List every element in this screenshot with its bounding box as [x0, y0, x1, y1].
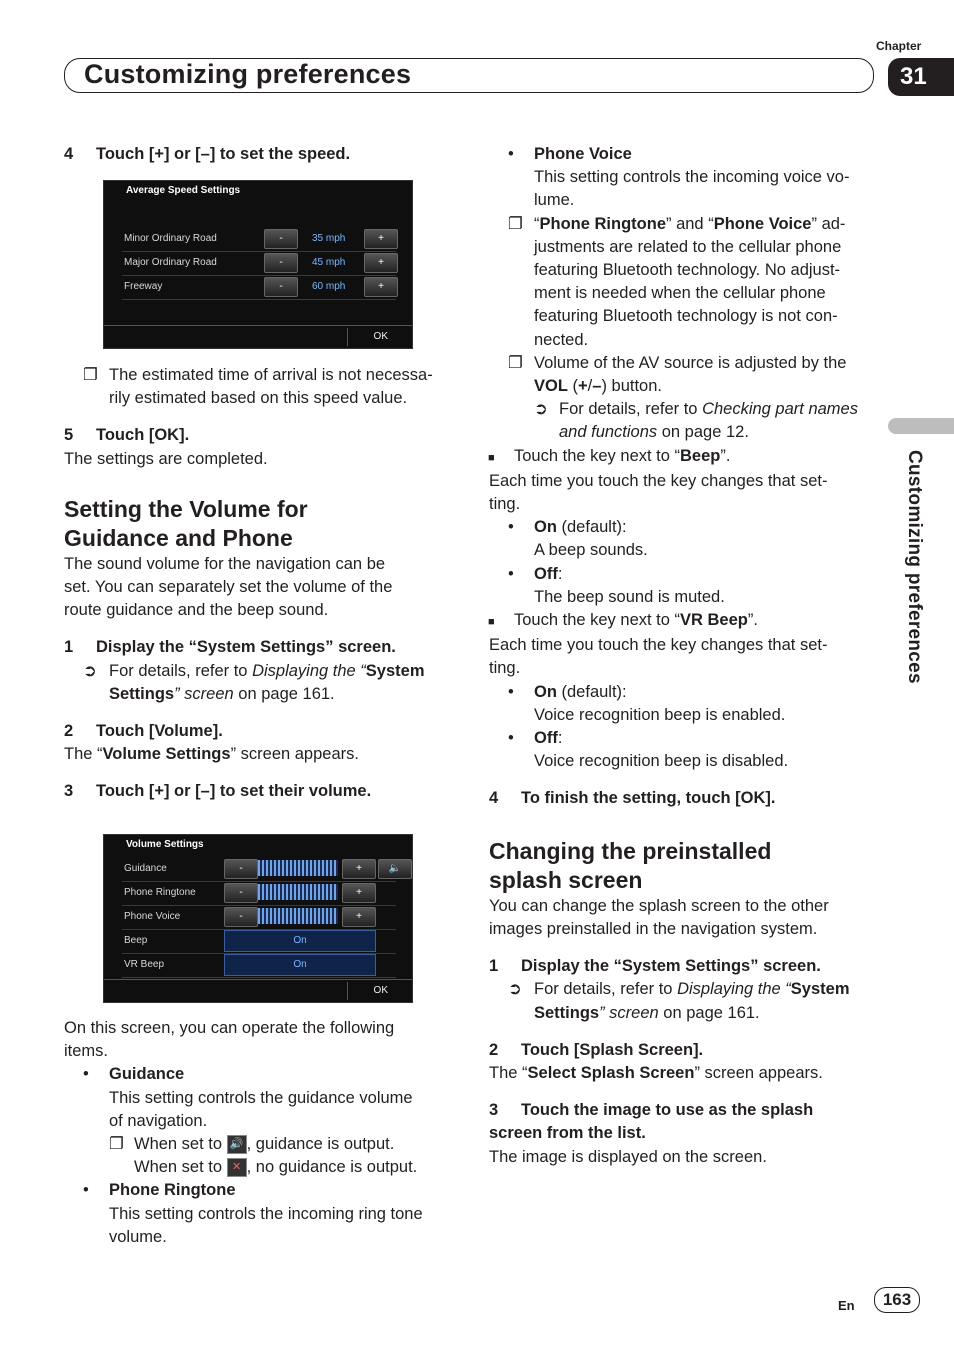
plus-button: + [364, 229, 398, 249]
volume-bar [258, 908, 338, 924]
paragraph: featuring Bluetooth technology. No adjust- [534, 261, 841, 280]
speaker-muted-icon: ✕ [227, 1158, 247, 1177]
plus-button: + [342, 883, 376, 903]
row-label: Guidance [124, 863, 167, 874]
item-guidance: • Guidance [64, 1063, 459, 1086]
option-off: • Off: [489, 727, 881, 750]
chapter-number: 31 [888, 58, 954, 96]
paragraph: The sound volume for the navigation can be [64, 554, 386, 573]
note-av-volume-cont: VOL (+/–) button. [534, 377, 662, 396]
step-5-desc: The settings are completed. [64, 449, 268, 468]
paragraph: of navigation. [109, 1111, 208, 1130]
speaker-icon: 🔈 [378, 859, 412, 879]
left-column-lower [64, 1017, 459, 1249]
row-label: Beep [124, 935, 148, 946]
minus-button: - [264, 229, 298, 249]
square-bullet-icon: ■ [488, 451, 495, 464]
paragraph: This setting controls the guidance volume [109, 1088, 413, 1107]
side-tab-label: Customizing preferences [904, 450, 925, 684]
reference: ➲ For details, refer to Displaying the “System [489, 978, 881, 1001]
paragraph: A beep sounds. [534, 541, 648, 560]
paragraph: On this screen, you can operate the following [64, 1019, 395, 1037]
language-label: En [838, 1298, 855, 1313]
minus-button: - [264, 253, 298, 273]
left-column [64, 143, 454, 166]
note-bluetooth: ❐ “Phone Ringtone” and “Phone Voice” ad- [489, 213, 881, 236]
row-label: Phone Voice [124, 911, 181, 922]
step-2-desc: The “Select Splash Screen” screen appears. [489, 1063, 823, 1082]
plus-button: + [342, 859, 376, 879]
step-5: 5 Touch [OK]. [64, 426, 190, 445]
paragraph: Voice recognition beep is disabled. [534, 752, 789, 771]
step-3-desc: The image is displayed on the screen. [489, 1147, 767, 1166]
checkbox-note-icon: ❐ [109, 1135, 124, 1154]
paragraph: ting. [489, 495, 521, 514]
bullet-icon: • [508, 682, 514, 701]
row-label: Major Ordinary Road [124, 257, 217, 268]
note-av-volume: ❐ Volume of the AV source is adjusted by the [489, 352, 881, 375]
reference-cont: and functions on page 12. [559, 423, 749, 442]
side-tab-marker [888, 418, 954, 434]
right-column [489, 143, 881, 1169]
ok-bar [104, 979, 412, 1002]
row-label: Minor Ordinary Road [124, 233, 217, 244]
bullet-icon: • [508, 564, 514, 583]
speed-row [122, 227, 396, 252]
step-2: 2 Touch [Splash Screen]. [489, 1040, 704, 1059]
plus-button: + [364, 253, 398, 273]
volume-row [122, 905, 396, 930]
volume-row [122, 881, 396, 906]
step-4: 4 Touch [+] or [–] to set the speed. [64, 145, 351, 163]
section-heading: Setting the Volume for [64, 495, 308, 522]
ok-bar [104, 325, 412, 348]
vr-beep-row [122, 953, 396, 978]
note-guidance-on: ❐ When set to 🔊 , guidance is output. [64, 1133, 459, 1156]
paragraph: Each time you touch the key changes that set- [489, 471, 828, 490]
step-3-cont: screen from the list. [489, 1124, 646, 1143]
reference-cont: Settings” screen on page 161. [109, 684, 335, 703]
paragraph: volume. [109, 1227, 167, 1246]
bullet-icon: • [508, 729, 514, 748]
paragraph: nected. [534, 330, 589, 349]
section-heading: Guidance and Phone [64, 524, 293, 551]
screen-title: Average Speed Settings [126, 185, 241, 196]
plus-button: + [364, 277, 398, 297]
step-4: 4 To finish the setting, touch [OK]. [489, 789, 776, 808]
volume-bar [258, 884, 338, 900]
beep-row [122, 929, 396, 954]
paragraph: ting. [489, 659, 521, 678]
section-heading: splash screen [489, 866, 643, 893]
minus-button: - [264, 277, 298, 297]
checkbox-note-icon: ❐ [83, 366, 98, 384]
speed-value: 60 mph [312, 281, 346, 292]
bullet-icon: • [83, 1181, 89, 1200]
speed-value: 35 mph [312, 233, 346, 244]
minus-button: - [224, 883, 258, 903]
left-column-body [64, 364, 459, 804]
page-title: Customizing preferences [84, 59, 412, 89]
reference: ➲ For details, refer to Displaying the “System [64, 660, 459, 683]
paragraph: featuring Bluetooth technology is not con- [534, 307, 838, 326]
section-heading: Changing the preinstalled [489, 837, 772, 864]
note-guidance-off: When set to ✕ , no guidance is output. [134, 1158, 418, 1177]
volume-settings-screenshot [103, 834, 413, 1003]
paragraph: This setting controls the incoming ring tone [109, 1204, 423, 1223]
paragraph: images preinstalled in the navigation system. [489, 919, 818, 938]
paragraph: You can change the splash screen to the other [489, 896, 829, 915]
minus-button: - [224, 859, 258, 879]
touch-beep: ■ Touch the key next to “Beep”. [489, 445, 881, 470]
beep-toggle: On [224, 930, 376, 952]
volume-bar [258, 860, 338, 876]
square-bullet-icon: ■ [488, 616, 495, 629]
step-2-desc: The “Volume Settings” screen appears. [64, 745, 359, 764]
option-on: • On (default): [489, 681, 881, 704]
step-3: 3 Touch the image to use as the splash [489, 1101, 814, 1120]
page-number: 163 [874, 1287, 920, 1313]
chapter-label: Chapter [876, 39, 922, 53]
paragraph: The beep sound is muted. [534, 587, 725, 606]
paragraph: items. [64, 1042, 109, 1061]
step-1: 1 Display the “System Settings” screen. [64, 638, 396, 657]
volume-row [122, 857, 402, 882]
speaker-on-icon: 🔊 [227, 1135, 247, 1154]
speed-row [122, 251, 396, 276]
paragraph: set. You can separately set the volume of the [64, 578, 393, 597]
paragraph: lume. [534, 191, 575, 210]
speed-settings-screenshot [103, 180, 413, 349]
paragraph: This setting controls the incoming voice vo- [534, 168, 850, 187]
note-eta-cont: rily estimated based on this speed value. [109, 389, 408, 408]
option-on: • On (default): [489, 516, 881, 539]
step-3: 3 Touch [+] or [–] to set their volume. [64, 782, 372, 801]
plus-button: + [342, 907, 376, 927]
item-phone-voice: • Phone Voice [489, 143, 881, 166]
step-2: 2 Touch [Volume]. [64, 722, 223, 741]
checkbox-note-icon: ❐ [508, 353, 523, 372]
item-ringtone: • Phone Ringtone [64, 1179, 459, 1202]
option-off: • Off: [489, 563, 881, 586]
paragraph: justments are related to the cellular phone [534, 237, 842, 256]
bullet-icon: • [508, 145, 514, 163]
arrow-icon: ➲ [508, 980, 522, 999]
vr-beep-toggle: On [224, 954, 376, 976]
paragraph: Each time you touch the key changes that set- [489, 636, 828, 655]
ok-button: OK [373, 985, 388, 996]
paragraph: Voice recognition beep is enabled. [534, 705, 786, 724]
paragraph: route guidance and the beep sound. [64, 601, 329, 620]
screen-title: Volume Settings [126, 839, 204, 850]
arrow-icon: ➲ [534, 400, 548, 419]
checkbox-note-icon: ❐ [508, 214, 523, 233]
arrow-icon: ➲ [83, 661, 97, 680]
reference: ➲ For details, refer to Checking part names [489, 398, 881, 421]
bullet-icon: • [508, 518, 514, 537]
row-label: VR Beep [124, 959, 165, 970]
ok-button: OK [373, 331, 388, 342]
minus-button: - [224, 907, 258, 927]
row-label: Phone Ringtone [124, 887, 196, 898]
reference-cont: Settings” screen on page 161. [534, 1003, 760, 1022]
note-eta: ❐ The estimated time of arrival is not necessa- [64, 364, 459, 387]
speed-row [122, 275, 396, 300]
speed-value: 45 mph [312, 257, 346, 268]
paragraph: ment is needed when the cellular phone [534, 284, 826, 303]
bullet-icon: • [83, 1065, 89, 1084]
touch-vr-beep: ■ Touch the key next to “VR Beep”. [489, 609, 881, 634]
step-1: 1 Display the “System Settings” screen. [489, 957, 821, 976]
row-label: Freeway [124, 281, 163, 292]
